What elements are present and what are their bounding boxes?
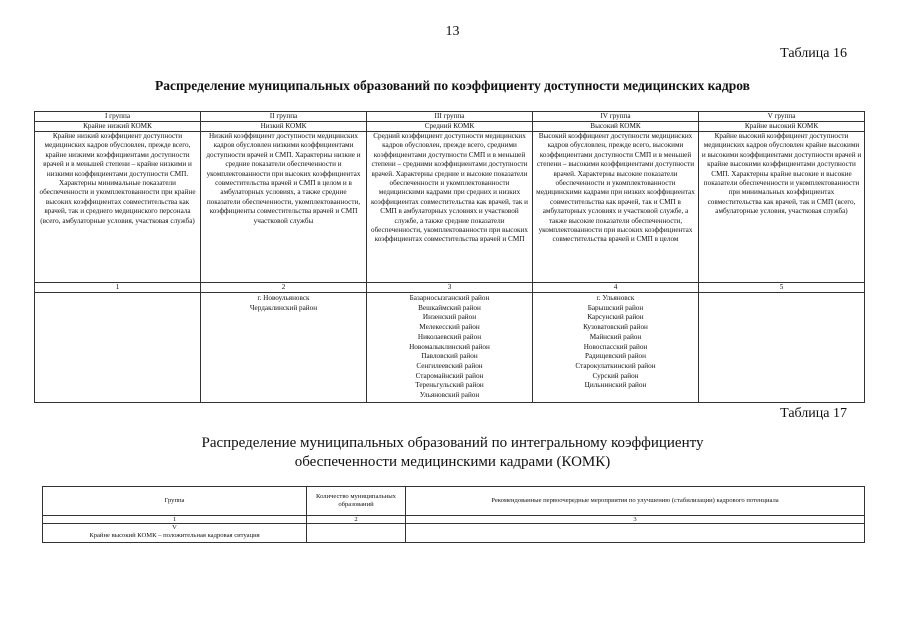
group-cell xyxy=(43,524,307,543)
municipality-item: Старомайнский район xyxy=(415,371,484,380)
table-17-label: Таблица 17 xyxy=(780,406,847,421)
column-number-cell: 1 xyxy=(35,283,201,293)
municipality-item: Вешкаймский район xyxy=(418,303,481,312)
municipality-item: Новомалыклинский район xyxy=(409,342,490,351)
group-name-row xyxy=(35,112,865,122)
municipality-item: Мелекесский район xyxy=(419,323,480,332)
municipality-item: Майнский район xyxy=(589,332,642,341)
municipality-item: Старокулаткинский район xyxy=(575,361,656,370)
header-measures: Рекомендованные первоочередные мероприятия по улучшению (стабилизации) кадрового потенциала xyxy=(406,487,865,516)
table-17-title xyxy=(0,434,905,472)
municipality-item: г. Ульяновск xyxy=(596,294,635,302)
table-17-title-line: обеспеченности медицинскими кадрами (КОМК) xyxy=(294,454,611,470)
municipality-item: Цильнинский район xyxy=(584,381,647,390)
group-level-cell: Средний КОМК xyxy=(367,122,533,132)
municipality-item: Базарносызганский район xyxy=(409,294,490,302)
column-number-cell: 5 xyxy=(699,283,865,293)
page-number: 13 xyxy=(445,24,460,39)
municipality-item: Чердаклинский район xyxy=(249,303,318,312)
group-description-cell: Крайне высокий коэффициент доступности медицинских кадров обусловлен крайне высокими и высокими коэффициентами доступности врачей и крайне высокими коэффициентами доступности СМП. Характерны крайне высокие и высокие показатели обеспеченности и укомплектованности при минимальных коэффициентах совместительства как врачей, так и СМП (всего, амбулаторные условия, участковая служба) xyxy=(699,132,865,283)
group-level-cell: Крайне низкий КОМК xyxy=(35,122,201,132)
table-17-header-row xyxy=(43,487,865,516)
group-description-cell: Низкий коэффициент доступности медицинских кадров обусловлен низкими коэффициентами доступности врачей и СМП. Характерны низкие и средние показатели обеспеченности и укомплектованности при высоких коэффициентах совместительства врачей и СМП в целом и в амбулаторных условиях, а также средние показатели обеспеченности, укомплектованности, коэффициенты совместительства врачей и СМП участковой службы xyxy=(201,132,367,283)
header-count: Количество муниципальных образований xyxy=(307,487,406,516)
municipality-item: Сенгилеевский район xyxy=(416,361,483,370)
municipalities-row xyxy=(35,293,865,403)
municipalities-cell xyxy=(201,293,367,403)
municipalities-cell xyxy=(699,293,865,403)
column-number-cell: 4 xyxy=(533,283,699,293)
table-16-title: Распределение муниципальных образований по коэффициенту доступности медицинских кадров xyxy=(155,78,750,93)
municipality-item: Барышский район xyxy=(587,303,644,312)
group-name-cell: V группа xyxy=(699,112,865,122)
header-group: Группа xyxy=(43,487,307,516)
group-text: Крайне высокий КОМК – положительная кадровая ситуация xyxy=(89,532,260,539)
group-name-cell: III группа xyxy=(367,112,533,122)
group-name-cell: IV группа xyxy=(533,112,699,122)
table-16-label: Таблица 16 xyxy=(780,46,847,61)
group-description-row xyxy=(35,132,865,283)
municipality-item: Сурский район xyxy=(592,371,639,380)
group-description-cell: Высокий коэффициент доступности медицинских кадров обусловлен, прежде всего, высокими коэффициентами доступности СМП и в меньшей степени – высокими коэффициентами доступности врачей. Характерны высокие показатели обеспеченности и укомплектованности медицинскими кадрами при низких коэффициентах совместительства как врачей, так и СМП в амбулаторных условиях и участковой службе, а также высокие показатели обеспеченности, укомплектованности при высоких коэффициентах совместительства врачей и СМП в целом xyxy=(533,132,699,283)
municipality-item: Инзенский район xyxy=(422,313,477,322)
municipality-item: Радищевский район xyxy=(584,352,646,361)
group-description-cell: Средний коэффициент доступности медицинских кадров обусловлен, прежде всего, средними коэффициентами доступности СМП и в меньшей степени – средними коэффициентами доступности врачей. Характерны средние и высокие показатели обеспеченности и укомплектованности медицинскими кадрами при средних и низких коэффициентах совместительства как врачей, так и СМП в амбулаторных условиях и участковой службе, а также средние показатели обеспеченности, укомплектованности при высоких коэффициентах совместительства врачей и СМП xyxy=(367,132,533,283)
municipality-item: Ульяновский район xyxy=(419,391,480,400)
column-number-cell: 2 xyxy=(201,283,367,293)
municipalities-cell xyxy=(533,293,699,403)
group-description-cell: Крайне низкий коэффициент доступности медицинских кадров обусловлен, прежде всего, крайне низкими коэффициентами доступности врачей и в меньшей степени – крайне низкими и низкими коэффициентами доступности СМП. Характерны минимальные показатели обеспеченности и укомплектованности при крайне высоких коэффициентах совместительства как врачей, так и среднего медицинского персонала (всего, амбулаторные условия, участковая служба) xyxy=(35,132,201,283)
municipality-item: Карсунский район xyxy=(587,313,644,322)
table-17-title-line: Распределение муниципальных образований по интегральному коэффициенту xyxy=(201,435,704,451)
group-level-cell: Крайне высокий КОМК xyxy=(699,122,865,132)
municipality-item: Тереньгульский район xyxy=(415,381,484,390)
municipality-item: Новоспасский район xyxy=(583,342,648,351)
table-17-group-row xyxy=(43,524,865,543)
municipality-item: Павловский район xyxy=(421,352,478,361)
column-number-cell: 3 xyxy=(406,516,865,524)
column-number-cell: 3 xyxy=(367,283,533,293)
column-number-cell: 2 xyxy=(307,516,406,524)
count-cell xyxy=(307,524,406,543)
municipality-item: Николаевский район xyxy=(417,332,482,341)
group-name-cell: I группа xyxy=(35,112,201,122)
group-level-cell: Низкий КОМК xyxy=(201,122,367,132)
municipality-item: Кузоватовский район xyxy=(583,323,648,332)
group-level-row xyxy=(35,122,865,132)
table-17-number-row xyxy=(43,516,865,524)
table-17 xyxy=(42,486,865,543)
group-name-cell: II группа xyxy=(201,112,367,122)
table-16 xyxy=(34,111,865,403)
column-number-row xyxy=(35,283,865,293)
column-number-cell: 1 xyxy=(43,516,307,524)
municipalities-cell xyxy=(367,293,533,403)
measures-cell xyxy=(406,524,865,543)
municipalities-cell xyxy=(35,293,201,403)
group-roman: V xyxy=(172,524,177,531)
group-level-cell: Высокий КОМК xyxy=(533,122,699,132)
municipality-item: г. Новоульяновск xyxy=(257,294,310,302)
